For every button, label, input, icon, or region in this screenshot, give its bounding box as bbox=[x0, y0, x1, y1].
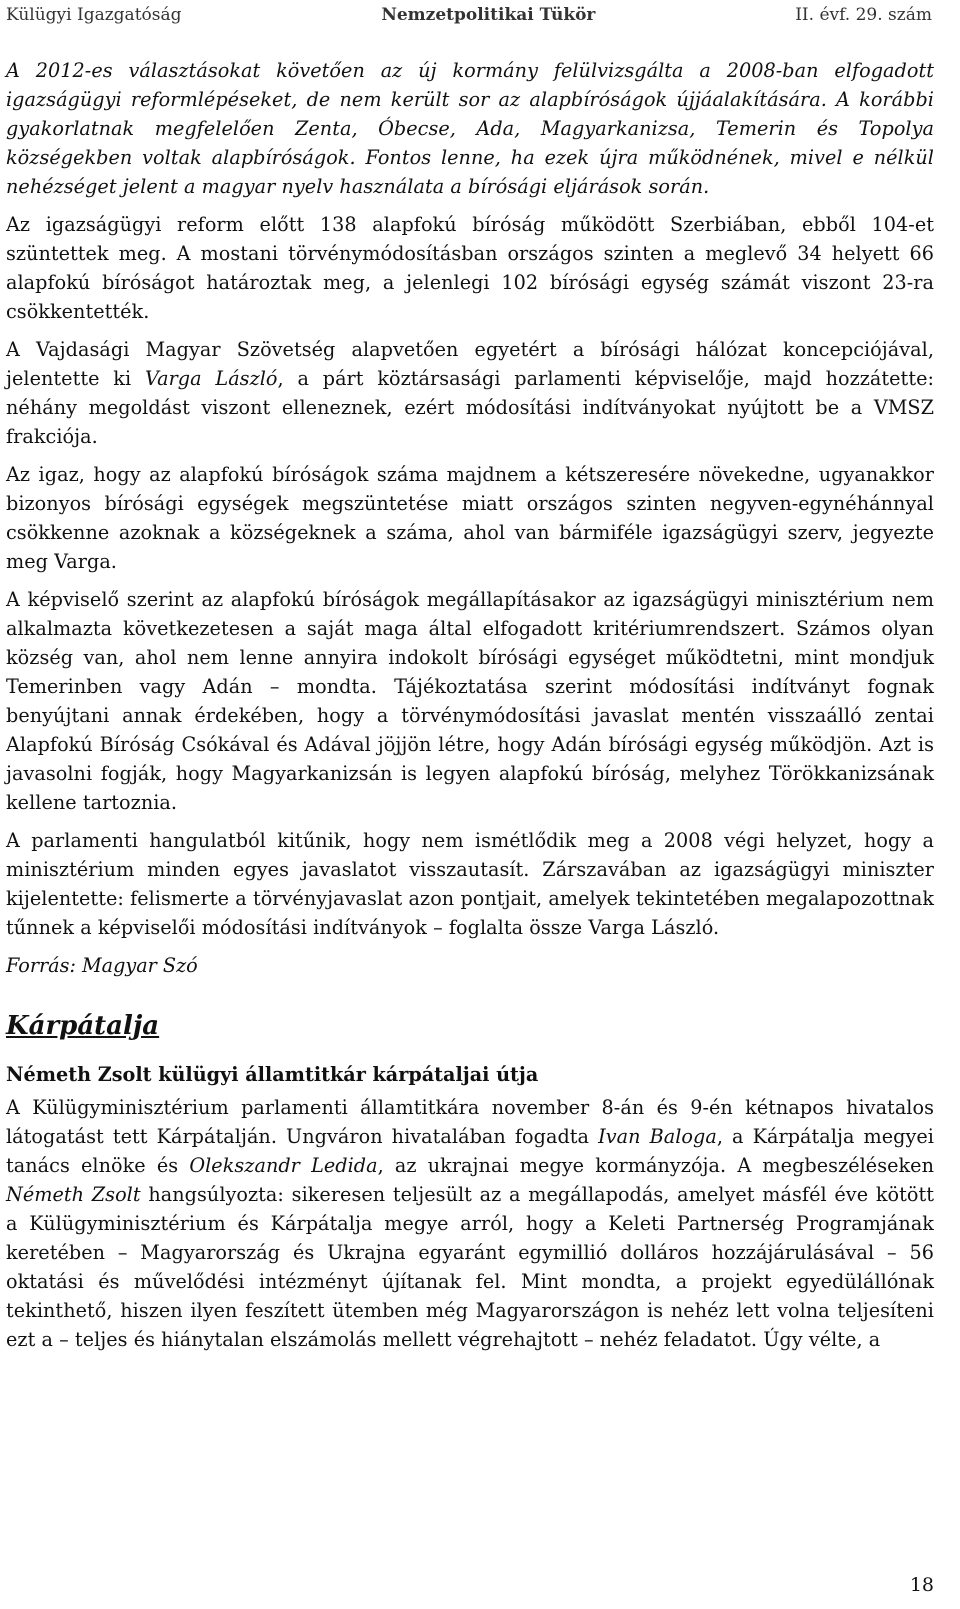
page-number: 18 bbox=[909, 1574, 934, 1596]
text-run: , a párt köztársasági parlamenti képviselője, majd hozzátette: néhány megoldást viszont elleneznek, ezért módosítási indítványokat nyújtott be a VMSZ frakciója. bbox=[6, 367, 934, 448]
header-issue: II. évf. 29. szám bbox=[795, 5, 932, 25]
paragraph-intro: A 2012-es választásokat követően az új kormány felülvizsgálta a 2008-ban elfogadott igazságügyi reformlépéseket, de nem került sor az alapbíróságok újjáalakítására. A korábbi gyakorlatnak megfelelően Zenta, Óbecse, Ada, Magyarkanizsa, Temerin és Topolya községekben voltak alapbíróságok. Fontos lenne, ha ezek újra működnének, mivel e nélkül nehézséget jelent a magyar nyelv használata a bírósági eljárások során. bbox=[6, 59, 934, 198]
paragraph: Az igaz, hogy az alapfokú bíróságok száma majdnem a kétszeresére növekedne, ugyanakkor bizonyos bírósági egységek megszüntetése miatt országos szinten negyven-egynéhánnyal csökkenne azoknak a községeknek a száma, ahol van bármiféle igazságügyi szerv, jegyezte meg Varga. bbox=[6, 463, 934, 573]
paragraph: A parlamenti hangulatból kitűnik, hogy nem ismétlődik meg a 2008 végi helyzet, hogy a minisztérium minden egyes javaslatot visszautasít. Zárszavában az igazságügyi miniszter kijelentette: felismerte a törvényjavaslat azon pontjait, amelyek tekintetében megalapozottnak tűnnek a képviselői módosítási indítványok – foglalta össze Varga László. bbox=[6, 829, 934, 939]
text-run: A Külügyminisztérium parlamenti államtitkára november 8-án és 9-én kétnapos hivatalos látogatást tett Kárpátalján. Ungváron hivatalában fogadta bbox=[6, 1096, 934, 1148]
person-name: Olekszandr Ledida bbox=[189, 1154, 378, 1177]
page-header bbox=[6, 0, 932, 30]
text-run: , az ukrajnai megye kormányzója. A megbeszéléseken bbox=[377, 1154, 934, 1177]
section-title: Kárpátalja bbox=[6, 1011, 160, 1041]
paragraph: Az igazságügyi reform előtt 138 alapfokú bíróság működött Szerbiában, ebből 104-et szüntettek meg. A mostani törvénymódosításban országos szinten a meglevő 34 helyett 66 alapfokú bíróságot határoztak meg, a jelenlegi 102 bírósági egység számát viszont 23-ra csökkentették. bbox=[6, 213, 934, 323]
text-run: A Vajdasági Magyar Szövetség alapvetően egyetért a bírósági hálózat koncepciójával, jelentette ki bbox=[6, 338, 934, 390]
article-title: Németh Zsolt külügyi államtitkár kárpátaljai útja bbox=[6, 1063, 539, 1086]
paragraph: A képviselő szerint az alapfokú bíróságok megállapításakor az igazságügyi minisztérium nem alkalmazta következetesen a saját maga által elfogadott kritériumrendszert. Számos olyan község van, ahol nem lenne annyira indokolt bírósági egységet működtetni, mint mondjuk Temerinben vagy Adán – mondta. Tájékoztatása szerint módosítási indítványt fognak benyújtani annak érdekében, hogy a törvénymódosítási javaslat mentén visszaálló zentai Alapfokú Bíróság Csókával és Adával jöjjön létre, hogy Adán bírósági egység működjön. Azt is javasolni fogják, hogy Magyarkanizsán is legyen alapfokú bíróság, melyhez Törökkanizsának kellene tartoznia. bbox=[6, 588, 934, 814]
person-name: Varga László bbox=[144, 367, 278, 390]
header-publication: Nemzetpolitikai Tükör bbox=[381, 5, 596, 25]
paragraph bbox=[6, 1093, 934, 1354]
text-run: , a Kárpátalja megyei tanács elnöke és bbox=[6, 1125, 934, 1177]
person-name: Ivan Baloga bbox=[598, 1125, 717, 1148]
text-run: hangsúlyozta: sikeresen teljesült az a megállapodás, amelyet másfél éve kötött a Külügyminisztérium és Kárpátalja megye arról, hogy a Keleti Partnerség Programjának keretében – Magyarország és Ukrajna egyaránt egymillió dolláros hozzájárulásával – 56 oktatási és művelődési intézményt újítanak fel. Mint mondta, a projekt egyedülállónak tekinthető, hiszen ilyen feszített ütemben még Magyarországon is nehéz lett volna teljesíteni ezt a – teljes és hiánytalan elszámolás mellett végrehajtott – nehéz feladatot. Úgy vélte, a bbox=[6, 1183, 934, 1351]
header-department: Külügyi Igazgatóság bbox=[6, 5, 182, 25]
source-line: Forrás: Magyar Szó bbox=[6, 954, 198, 977]
page-content bbox=[6, 56, 934, 1363]
paragraph bbox=[6, 335, 934, 451]
person-name: Németh Zsolt bbox=[6, 1183, 141, 1206]
